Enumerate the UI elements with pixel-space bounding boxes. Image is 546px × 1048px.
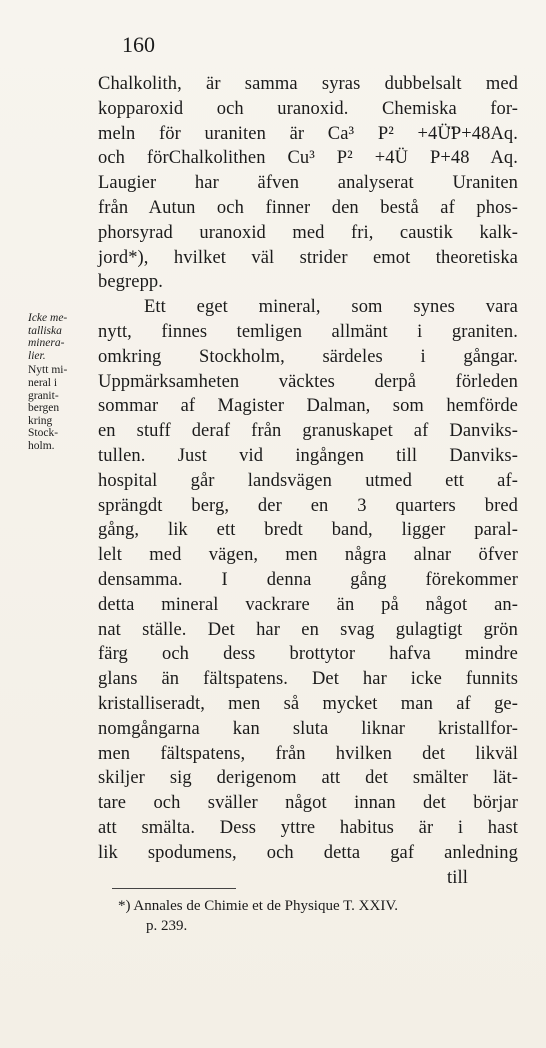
text-line: från Autun och finner den bestå af phos- [98, 197, 518, 218]
footnote [118, 896, 518, 936]
text-line: begrepp. [98, 272, 164, 293]
text-line: nat ställe. Det har en svag gulagtigt grön [98, 619, 518, 640]
text-line: Laugier har äfven analyserat Uraniten [98, 173, 518, 194]
text-line: att smälta. Dess yttre habitus är i hast [98, 817, 518, 838]
text-line: glans än fältspatens. Det har icke funnits [98, 669, 518, 690]
text-line: lelt med vägen, men några alnar öfver [98, 545, 518, 566]
margin-note: neral i [28, 376, 58, 389]
text-line: Chalkolith, är samma syras dubbelsalt med [98, 74, 518, 94]
margin-note: kring [28, 414, 53, 427]
margin-note: Stock- [28, 427, 59, 440]
text-line: sommar af Magister Dalman, som hemförde [98, 396, 518, 417]
text-line: meln för uraniten är Ca³ P² +4Ü̈P+48Aq. [98, 123, 518, 144]
text-line: tullen. Just vid ingången till Danviks- [98, 445, 518, 466]
margin-note: lier. [28, 349, 46, 362]
text-line: skiljer sig derigenom att det smälter lät- [98, 768, 518, 789]
page-number: 160 [122, 32, 155, 57]
catchword: till [447, 867, 468, 888]
text-line: nytt, finnes temligen allmänt i graniten. [98, 321, 518, 342]
text-line: lik spodumens, och detta gaf anledning [98, 842, 518, 863]
margin-note: minera- [28, 337, 65, 350]
text-line: kristalliseradt, men så mycket man af ge- [98, 693, 518, 714]
margin-note: Icke me- [28, 312, 68, 324]
text-line: Ett eget mineral, som synes vara [144, 297, 518, 318]
footnote-line: p. 239. [146, 918, 188, 934]
margin-note: talliska [28, 324, 62, 337]
text-line: detta mineral vackrare än på något an- [98, 594, 518, 615]
text-line: nomgångarna kan sluta liknar kristallfor- [98, 718, 518, 739]
margin-notes [28, 312, 98, 453]
body-text [98, 72, 518, 890]
text-line: kopparoxid och uranoxid. Chemiska for- [98, 98, 518, 119]
text-line: men fältspatens, från hvilken det likväl [98, 743, 518, 764]
text-line: densamma. I denna gång förekommer [98, 569, 518, 590]
text-line: sprängdt berg, der en 3 quarters bred [98, 495, 518, 516]
text-line: färg och dess brottytor hafva mindre [98, 644, 518, 665]
margin-note: Nytt mi- [28, 364, 68, 377]
footnote-rule [112, 888, 236, 889]
margin-note: holm. [28, 439, 55, 452]
text-line: och förChalkolithen Cu³ P² +4Ü P+48 Aq. [98, 148, 518, 169]
text-line: en stuff deraf från granuskapet af Danviks- [98, 421, 518, 442]
text-line: Uppmärksamheten väcktes derpå förleden [98, 371, 518, 392]
text-line: jord*), hvilket väl strider emot theoretiska [98, 247, 518, 268]
margin-note: granit- [28, 389, 59, 402]
footnote-line: *) Annales de Chimie et de Physique T. XXIV. [118, 898, 398, 914]
text-line: tare och sväller något innan det börjar [98, 793, 518, 814]
text-line: gång, lik ett bredt band, ligger paral- [98, 520, 518, 541]
text-line: hospital går landsvägen utmed ett af- [98, 470, 518, 491]
margin-note: bergen [28, 402, 60, 415]
text-line: phorsyrad uranoxid med fri, caustik kalk- [98, 222, 518, 243]
text-line: omkring Stockholm, särdeles i gångar. [98, 346, 518, 367]
